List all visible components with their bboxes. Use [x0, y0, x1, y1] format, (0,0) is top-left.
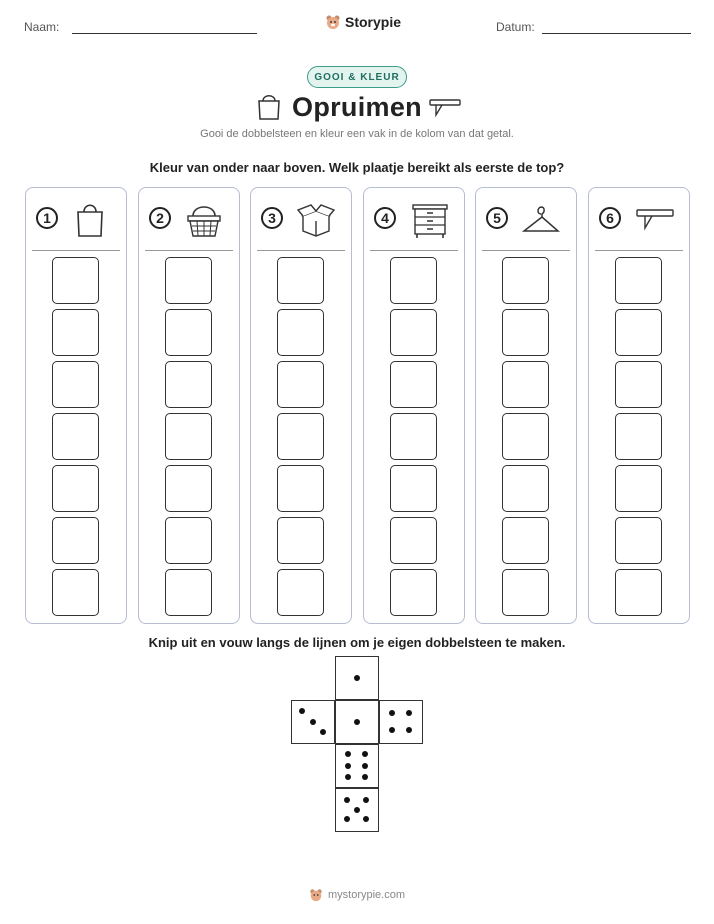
- color-cell[interactable]: [52, 517, 99, 564]
- column-5: [475, 187, 577, 624]
- color-cell[interactable]: [615, 517, 662, 564]
- color-cell[interactable]: [52, 361, 99, 408]
- shelf-icon: [635, 200, 675, 240]
- die-pip: [345, 774, 351, 780]
- color-cell[interactable]: [165, 413, 212, 460]
- column-divider: [257, 250, 345, 251]
- instruction-top: Kleur van onder naar boven. Welk plaatje bereikt als eerste de top?: [149, 160, 565, 175]
- color-cell[interactable]: [615, 309, 662, 356]
- color-cell[interactable]: [390, 517, 437, 564]
- die-face-3: [291, 700, 335, 744]
- hanger-icon: [522, 200, 562, 240]
- page-title: Opruimen: [292, 92, 422, 122]
- date-label: Datum:: [496, 20, 535, 34]
- die-pip: [310, 719, 316, 725]
- color-cell[interactable]: [615, 569, 662, 616]
- color-cell[interactable]: [390, 257, 437, 304]
- color-cell[interactable]: [390, 309, 437, 356]
- color-cell[interactable]: [52, 257, 99, 304]
- color-cell[interactable]: [52, 309, 99, 356]
- instruction-bottom: Knip uit en vouw langs de lijnen om je eigen dobbelsteen te maken.: [148, 635, 566, 650]
- die-pip: [362, 774, 368, 780]
- color-cell[interactable]: [502, 309, 549, 356]
- color-cell[interactable]: [165, 569, 212, 616]
- color-cell[interactable]: [52, 569, 99, 616]
- column-number: 6: [599, 207, 621, 229]
- die-pip: [345, 751, 351, 757]
- column-4: [363, 187, 465, 624]
- footer-url: mystorypie.com: [327, 889, 406, 901]
- die-pip: [354, 807, 360, 813]
- die-pip: [363, 816, 369, 822]
- column-number: 5: [486, 207, 508, 229]
- color-cell[interactable]: [390, 465, 437, 512]
- color-cell[interactable]: [502, 361, 549, 408]
- color-cell[interactable]: [277, 569, 324, 616]
- name-line: [72, 33, 257, 34]
- color-cell[interactable]: [277, 413, 324, 460]
- column-divider: [145, 250, 233, 251]
- color-cell[interactable]: [277, 517, 324, 564]
- page-subtitle: Gooi de dobbelsteen en kleur een vak in de kolom van dat getal.: [200, 128, 514, 140]
- die-pip: [320, 729, 326, 735]
- die-pip: [389, 710, 395, 716]
- footer: [0, 888, 714, 902]
- color-cell[interactable]: [165, 257, 212, 304]
- column-2: [138, 187, 240, 624]
- die-pip: [344, 797, 350, 803]
- column-header: [139, 200, 239, 240]
- color-cell[interactable]: [52, 465, 99, 512]
- column-header: [364, 200, 464, 240]
- column-divider: [370, 250, 458, 251]
- shopping-bag-icon: [72, 200, 112, 240]
- color-cell[interactable]: [165, 309, 212, 356]
- column-3: [250, 187, 352, 624]
- die-face-1: [335, 656, 379, 700]
- die-pip: [362, 751, 368, 757]
- column-number: 1: [36, 207, 58, 229]
- column-divider: [482, 250, 570, 251]
- shelf-icon: [428, 97, 462, 119]
- color-cell[interactable]: [52, 413, 99, 460]
- category-badge: GOOI & KLEUR: [307, 66, 407, 88]
- column-divider: [595, 250, 683, 251]
- basket-icon: [185, 200, 225, 240]
- column-number: 3: [261, 207, 283, 229]
- column-divider: [32, 250, 120, 251]
- color-cell[interactable]: [502, 413, 549, 460]
- color-cell[interactable]: [390, 569, 437, 616]
- color-cell[interactable]: [615, 465, 662, 512]
- column-number: 2: [149, 207, 171, 229]
- storypie-mascot-icon: [309, 888, 323, 902]
- column-header: [589, 200, 689, 240]
- color-cell[interactable]: [502, 569, 549, 616]
- die-face-6: [335, 744, 379, 788]
- die-pip: [363, 797, 369, 803]
- name-label: Naam:: [24, 20, 60, 34]
- column-6: [588, 187, 690, 624]
- color-cell[interactable]: [390, 361, 437, 408]
- storypie-mascot-icon: [325, 14, 341, 30]
- color-cell[interactable]: [165, 361, 212, 408]
- color-cell[interactable]: [615, 361, 662, 408]
- die-pip: [362, 763, 368, 769]
- color-cell[interactable]: [615, 257, 662, 304]
- brand-logo: [325, 14, 401, 30]
- color-cell[interactable]: [277, 465, 324, 512]
- color-cell[interactable]: [165, 465, 212, 512]
- die-face-4: [379, 700, 423, 744]
- die-pip: [406, 710, 412, 716]
- color-cell[interactable]: [502, 465, 549, 512]
- color-cell[interactable]: [502, 517, 549, 564]
- die-pip: [345, 763, 351, 769]
- die-pip: [389, 727, 395, 733]
- column-number: 4: [374, 207, 396, 229]
- die-pip: [354, 719, 360, 725]
- column-header: [476, 200, 576, 240]
- color-cell[interactable]: [390, 413, 437, 460]
- die-pip: [354, 675, 360, 681]
- die-face-5: [335, 788, 379, 832]
- date-line: [542, 33, 691, 34]
- color-cell[interactable]: [165, 517, 212, 564]
- color-cell[interactable]: [277, 257, 324, 304]
- color-cell[interactable]: [502, 257, 549, 304]
- dresser-icon: [410, 200, 450, 240]
- die-pip: [406, 727, 412, 733]
- brand-name: Storypie: [345, 14, 402, 30]
- color-cell[interactable]: [615, 413, 662, 460]
- die-pip: [344, 816, 350, 822]
- color-cell[interactable]: [277, 361, 324, 408]
- column-header: [26, 200, 126, 240]
- die-face-1: [335, 700, 379, 744]
- die-pip: [299, 708, 305, 714]
- column-1: [25, 187, 127, 624]
- open-box-icon: [297, 200, 337, 240]
- column-header: [251, 200, 351, 240]
- color-cell[interactable]: [277, 309, 324, 356]
